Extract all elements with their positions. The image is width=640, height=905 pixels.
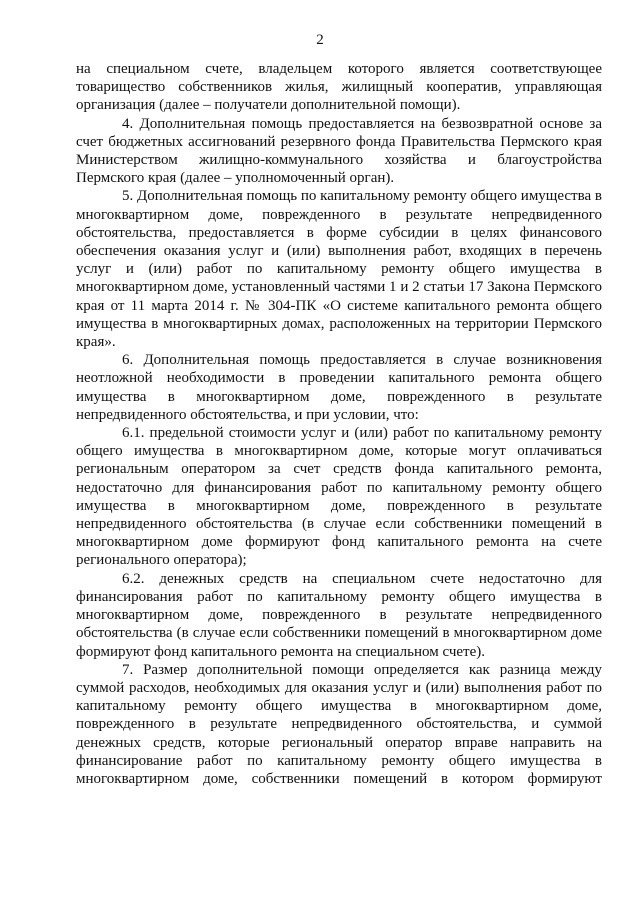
paragraph-6: 6. Дополнительная помощь предоставляется в случае возникновения неотложной необходимости в проведении капитального ремонта общего имущества в многоквартирном доме, поврежденного в результате непредвиденного обстоятельства, и при условии, что:: [76, 352, 602, 423]
paragraph-7: 7. Размер дополнительной помощи определяется как разница между суммой расходов, необходимых для оказания услуг и (или) выполнения работ по капитальному ремонту общего имущества в многоквартирном доме, поврежденного в результате непредвиденного обстоятельства, и суммой денежных средств, которые региональный оператор вправе направить на финансирование работ по капитальному ремонту общего имущества в многоквартирном доме, собственники помещений в котором формируют: [76, 661, 602, 787]
paragraph-6-2: 6.2. денежных средств на специальном счете недостаточно для финансирования работ по капитальному ремонту общего имущества в многоквартирном доме, поврежденного в результате непредвиденного обстоятельства (в случае если собственники помещений в многоквартирном доме формируют фонд капитального ремонта на специальном счете).: [76, 570, 602, 660]
document-body: [76, 60, 602, 788]
paragraph-5: 5. Дополнительная помощь по капитальному ремонту общего имущества в многоквартирном доме, поврежденного в результате непредвиденного обстоятельства, предоставляется в форме субсидии в целях финансового обеспечения оказания услуг и (или) выполнения работ, входящих в перечень услуг и (или) работ по капитальному ремонту общего имущества в многоквартирном доме, установленный частями 1 и 2 статьи 17 Закона Пермского края от 11 марта 2014 г. № 304-ПК «О системе капитального ремонта общего имущества в многоквартирных домах, расположенных на территории Пермского края».: [76, 188, 602, 351]
paragraph-6-1: 6.1. предельной стоимости услуг и (или) работ по капитальному ремонту общего имущества в многоквартирном доме, которые могут оплачиваться региональным оператором за счет средств фонда капитального ремонта, недостаточно для финансирования работ по капитальному ремонту общего имущества в многоквартирном доме, поврежденного в результате непредвиденного обстоятельства (в случае если собственники помещений в многоквартирном доме формируют фонд капитального ремонта на счете регионального оператора);: [76, 425, 602, 569]
paragraph-continuation: на специальном счете, владельцем которого является соответствующее товарищество собственников жилья, жилищный кооператив, управляющая организация (далее – получатели дополнительной помощи).: [76, 61, 602, 114]
paragraph-4: 4. Дополнительная помощь предоставляется на безвозвратной основе за счет бюджетных ассигнований резервного фонда Правительства Пермского края Министерством жилищно-коммунального хозяйства и благоустройства Пермского края (далее – уполномоченный орган).: [76, 115, 602, 187]
page-number: 2: [316, 32, 324, 48]
